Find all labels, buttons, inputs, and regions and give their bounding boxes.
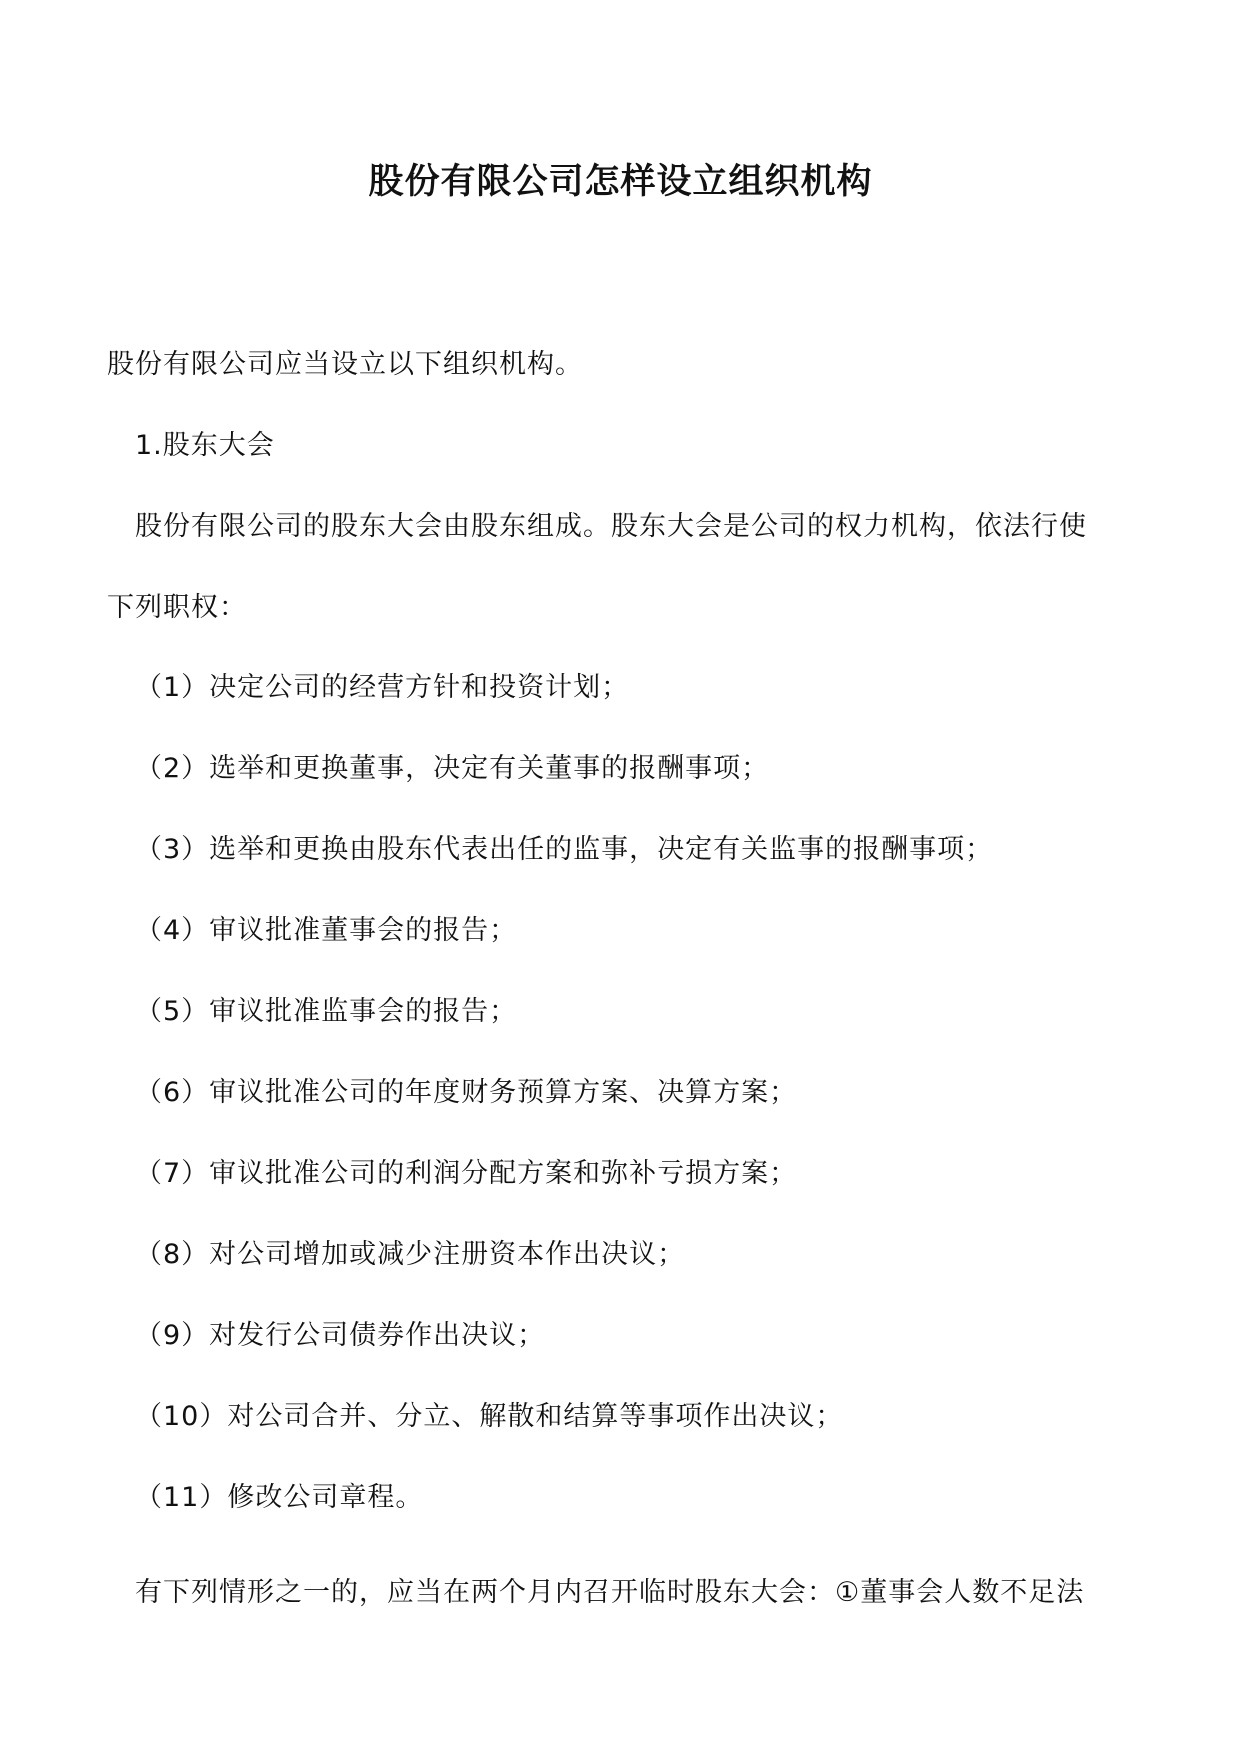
paragraph-line: 股份有限公司的股东大会由股东组成。股东大会是公司的权力机构，依法行使 (135, 511, 1087, 542)
paragraph-line: 有下列情形之一的，应当在两个月内召开临时股东大会：①董事会人数不足法 (135, 1577, 1085, 1608)
list-item: （3）选举和更换由股东代表出任的监事，决定有关监事的报酬事项； (135, 834, 994, 865)
list-item: （9）对发行公司债券作出决议； (135, 1320, 546, 1351)
paragraph-line: 下列职权： (107, 592, 247, 623)
list-item: （5）审议批准监事会的报告； (135, 996, 518, 1027)
document-title: 股份有限公司怎样设立组织机构 (368, 162, 873, 202)
list-item: （7）审议批准公司的利润分配方案和弥补亏损方案； (135, 1158, 798, 1189)
list-item: （11）修改公司章程。 (135, 1482, 424, 1513)
list-item: （6）审议批准公司的年度财务预算方案、决算方案； (135, 1077, 798, 1108)
list-item: （4）审议批准董事会的报告； (135, 915, 518, 946)
list-item: （1）决定公司的经营方针和投资计划； (135, 672, 630, 703)
list-item: （2）选举和更换董事，决定有关董事的报酬事项； (135, 753, 770, 784)
list-item: （10）对公司合并、分立、解散和结算等事项作出决议； (135, 1401, 844, 1432)
intro-text: 股份有限公司应当设立以下组织机构。 (107, 349, 583, 380)
section-heading: 1.股东大会 (135, 430, 275, 461)
list-item: （8）对公司增加或减少注册资本作出决议； (135, 1239, 686, 1270)
